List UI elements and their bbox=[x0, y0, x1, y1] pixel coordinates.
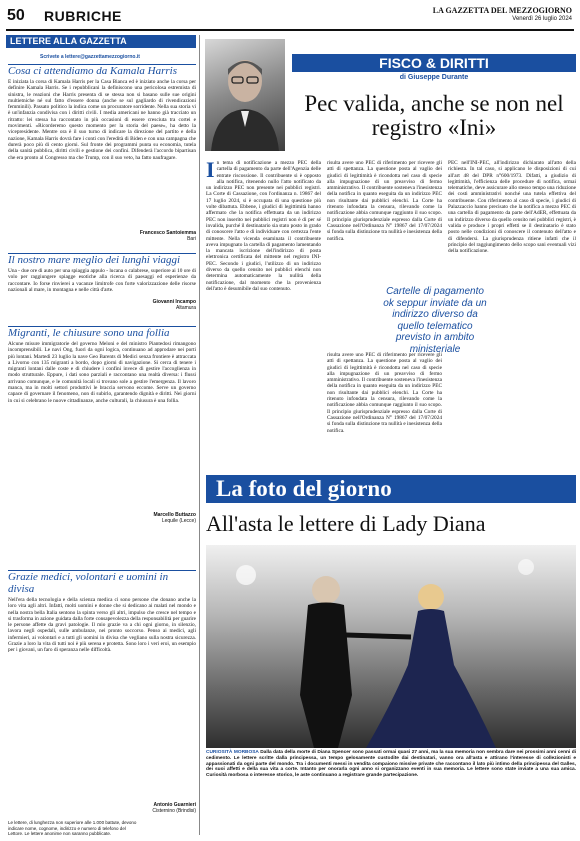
letter-city: Cisternino (Brindisi) bbox=[152, 808, 196, 814]
letter-4 bbox=[8, 570, 196, 814]
diana-photo bbox=[206, 545, 576, 748]
column-paragraph: risulta avere uno PEC di riferimento per ricevere gli atti di spettanza. La questione posta al vaglio dei giudici di legittimità è ricondotta nel caso di specie alla impugnazione di un preavviso di fermo amministrativo. Il contribuente sosteneva l'inesistenza della notifica in quanto eseguita da un indirizzo PEC non risultante dai pubblici elenchi. La Corte ha ritenuto infondata la censura, rilevando come la notificazione abbia comunque raggiunto il suo scopo. Il principio giurisprudenziale espresso dalla Corte di Cassazione nell'Ordinanza N° 19867 del 17/07/2024 si fonda sulla distinzione tra nullità e inesistenza della notifica. bbox=[327, 352, 442, 434]
column-text-1 bbox=[206, 160, 321, 460]
photo-day-title: All'asta le lettere di Lady Diana bbox=[206, 511, 486, 536]
column-paragraph: n tema di notificazione a mezzo PEC della cartella di pagamento da parte dell'Agenzia delle entrate riscossione. Il contribuente si è opposto alla notifica, ritenendo nullo l'atto notificato da un indirizzo PEC non presente nei pubblici registri. La Corte di Cassazione, con l'ordinanza n. 19867 del 17 luglio 2024, si è occupata di una questione più volte dibattuta. Ebbene, i giudici di legittimità hanno affermato che la notifica effettuata da un indirizzo PEC non inserito nei pubblici registri non è di per sé invalida, purché il destinatario sia stato posto in grado di conoscere l'atto e di individuare con certezza l'ente mittente. Nella vicenda esaminata il contribuente aveva impugnato la cartella di pagamento lamentando la mancata iscrizione dell'indirizzo di posta elettronica certificata del mittente nel registro INI-PEC. Secondo i giudici, l'utilizzo di un indirizzo diverso da quello censito nei pubblici elenchi non determina automaticamente la nullità della notificazione, dal momento che la provenienza dell'atto è desumibile dal suo contenuto. bbox=[206, 160, 321, 292]
column-text-3 bbox=[448, 160, 576, 460]
dropcap: I bbox=[206, 160, 215, 182]
column-bar: FISCO & DIRITTI bbox=[292, 54, 576, 72]
letter-title: Cosa ci attendiamo da Kamala Harris bbox=[8, 65, 177, 77]
section-title: RUBRICHE bbox=[44, 8, 122, 24]
caption-lead: CURIOSITÀ MORBOSA bbox=[206, 750, 259, 755]
letter-title: Il nostro mare meglio dei lunghi viaggi bbox=[8, 254, 181, 266]
column-text-2b bbox=[327, 352, 442, 460]
letter-2 bbox=[8, 253, 196, 311]
photo-day-bar: La foto del giorno bbox=[206, 475, 576, 503]
letter-signer: Francesco Santoiemma bbox=[139, 230, 196, 236]
letters-email[interactable]: Scrivete a lettere@gazzettamezzogiorno.it bbox=[40, 54, 140, 60]
letter-signer: Antonio Guarnieri bbox=[153, 802, 196, 808]
pull-quote: Cartelle di pagamento ok seppur inviate da un indirizzo diverso da quello telematico previsto in ambito ministeriale bbox=[383, 286, 487, 355]
letter-signer: Marcello Buttazzo bbox=[153, 512, 196, 518]
letter-signer: Giovanni Incampo bbox=[152, 299, 196, 305]
letter-body: Alcune misure immigratorie del governo Meloni e del ministro Piantedosi rimangono incomprensibili. Le navi Ong, fuori da ogni logica, continuano ad approdare nei porti più lontani. Martedì 23 luglio la nave Geo Barents di Medici senza frontiere è attraccata a Livorno con 135 migranti a bordo, dopo giorni di navigazione. Si cerca di tenere i migranti lontani dalle coste e di chiudere i confini invece di gestire l'accoglienza in modo strutturale. Eppure, i dati sono parziali e raccontano una realtà diversa: i flussi arrivano comunque, e le comunità locali si trovano sole a gestire l'emergenza. Il lavoro manca, ma in molti settori produttivi le braccia servono eccome. Serve un governo capace di governare il fenomeno, non di subirlo, garantendo dignità e diritti. Nei giorni in cui si celebrano le nuove cittadinanze, anche culturali, la chiusura è una follia. bbox=[8, 341, 196, 404]
issue-date: Venerdì 26 luglio 2024 bbox=[512, 16, 572, 22]
letter-city: Lequile (Lecce) bbox=[161, 518, 196, 524]
column-paragraph: risulta avere uno PEC di riferimento per ricevere gli atti di spettanza. La questione posta al vaglio dei giudici di legittimità è ricondotta nel caso di specie alla impugnazione di un preavviso di fermo amministrativo. Il contribuente sosteneva l'inesistenza della notifica in quanto eseguita da un indirizzo PEC non risultante dai pubblici elenchi. La Corte ha ritenuto infondata la censura, rilevando come la notificazione abbia comunque raggiunto il suo scopo. Il principio giurisprudenziale espresso dalla Corte di Cassazione nell'Ordinanza N° 19867 del 17/07/2024 si fonda sulla distinzione tra nullità e inesistenza della notifica. bbox=[327, 160, 442, 242]
letter-city: Bari bbox=[187, 236, 196, 242]
column-byline: di Giuseppe Durante bbox=[399, 74, 469, 81]
author-portrait-icon bbox=[205, 39, 285, 151]
header-rule bbox=[6, 29, 574, 31]
letter-title: Grazie medici, volontari e uomini in divisa bbox=[8, 571, 169, 595]
letter-1 bbox=[8, 64, 196, 242]
letter-title: Migranti, le chiusure sono una follia bbox=[8, 327, 170, 339]
column-headline: Pec valida, anche se non nel registro «Ini» bbox=[304, 91, 564, 140]
newspaper-name: LA GAZZETTA DEL MEZZOGIORNO bbox=[432, 6, 572, 15]
column-paragraph: PEC nell'INI-PEC, all'indirizzo dichiarato all'atto della richiesta. In tal caso, si applicano le disposizioni di cui all'art 48 del DPR n°600/1973. Difatti, a giudizio di legittimità, l'efficienza delle procedure di notifica, ormai telematiche, deve assicurare allo stesso tempo una riduzione dei costi amministrativi nonché una tutela effettiva del contribuente. Con riferimento al caso di specie, i giudici di Palazzaccio hanno precisato che la notifica a mezzo PEC di una cartella di pagamento da parte dell'AdER, effettuata da un indirizzo diverso da quello censito nei pubblici registri, è valida e produce i propri effetti se il destinatario è stato posto nelle condizioni di conoscere il contenuto dell'atto e di difendersi. La giurisprudenza ritiene infatti che il principio del raggiungimento dello scopo sani eventuali vizi della notificazione. bbox=[448, 160, 576, 255]
author-photo bbox=[205, 39, 285, 151]
letters-footnote: Le lettere, di lunghezza non superiore alle 1.000 battute, devono indicare nome, cognome, indirizzo e numero di telefono del Lettore. Le lettere anonime non saranno pubblicate. bbox=[8, 820, 137, 836]
dancing-couple-icon bbox=[206, 545, 576, 748]
letter-city: Altamura bbox=[175, 305, 196, 311]
page-number: 50 bbox=[7, 7, 25, 24]
column-text-2a bbox=[327, 160, 442, 278]
letter-3 bbox=[8, 326, 196, 524]
photo-caption bbox=[206, 750, 576, 779]
letter-body: Una - due ore di auto per una spiaggia appulo - lucana o calabrese, superiore ai 10 ore di volo per raggiungere spiagge esotiche alla ricerca di paesaggi ed esperienze da raccontare. Io forse rinvierei a vacanze limitrofe con forte valorizzazione delle risorse nazionali al mare, in montagna e nelle città d'arte. bbox=[8, 268, 196, 293]
caption-text: Dalla data della morte di Diana Spencer sono passati ormai quasi 27 anni, ma la sua memoria non sembra dare nei prossimi anni cenni di cedimento. Le lettere scritte dalla principessa, un tempo gelosamente custodite dai destinatari, vanno ora all'asta e attirano l'interesse di collezionisti e appassionati da ogni parte del mondo. Tra i documenti messi in vendita compaiono missive private che raccontano il lato più intimo della principessa del Galles, dei suoi affetti e della sua vita a corte. Intanto per onorarla ogni anno si organizzano eventi in sua memoria. Le lettere sono state inviate a una sua amica. Curiosità morbosa o interesse storico, le aste continuano a registrare grande partecipazione. bbox=[206, 750, 576, 779]
letter-body: Nell'era della tecnologia e della scienza medica ci sono persone che donano anche la loro vita agli altri. Infatti, molti uomini e donne che si dedicano ai malati nel mondo e nella nostra bella Italia sentono la spinta verso gli altri, impulso che cresce nel tempo e si trasforma in azione guidata dalla forte consapevolezza della responsabilità per guarire le persone affette da gravi patologie. Il mio grazie va a chi ogni giorno, in silenzio, lavora negli ospedali, sulle ambulanze, nei pronto soccorso. Penso ai medici, agli infermieri, ai volontari e a tutti gli uomini in divisa che vegliano sulla nostra sicurezza. Grazie a loro la vita di tutti noi è più serena e protetta. Sono loro i veri eroi, un esempio per i giovani, un faro di speranza nelle difficoltà. bbox=[8, 597, 196, 654]
column-divider bbox=[199, 35, 200, 835]
letter-body: È iniziata la corsa di Kamala Harris per la Casa Bianca ed è iniziato anche la corsa per definire Kamala Harris. Se i repubblicani la definiscono una pericolosa estremista di sinistra, le reazioni che Harris presenta di se stessa non si basano sulle sue origini multietniche né sul fatto d'essere donna (anche se sul gagliardo di rivendicazioni femminili). Passato politico la indica come un procuratore sorridente. Nella sua storia vi è un'infanzia condivisa con i diritti civili. I media americani ne hanno già tracciato un ritratto: lei stessa ha raccontato in più occasioni di essere cresciuta tra cortei e movimenti. «Ricorderemo questo momento per la storia del paese», ha detto la vicepresidente. Mentre ora è il suo turno di indicare la direzione del partito e della nazione, Kamala Harris dovrà fare i conti con l'eredità di Biden e con una campagna che durerà poco più di cento giorni. Sul fronte dei programmi punta su economia, tutela della sanità pubblica, diritti civili e gestione dei confini. Difenderà l'accordo bipartisan che era pronto al Congresso ma che Trump, con il suo veto, ha fatto naufragare. bbox=[8, 79, 196, 161]
letters-bar: LETTERE ALLA GAZZETTA bbox=[6, 35, 196, 48]
